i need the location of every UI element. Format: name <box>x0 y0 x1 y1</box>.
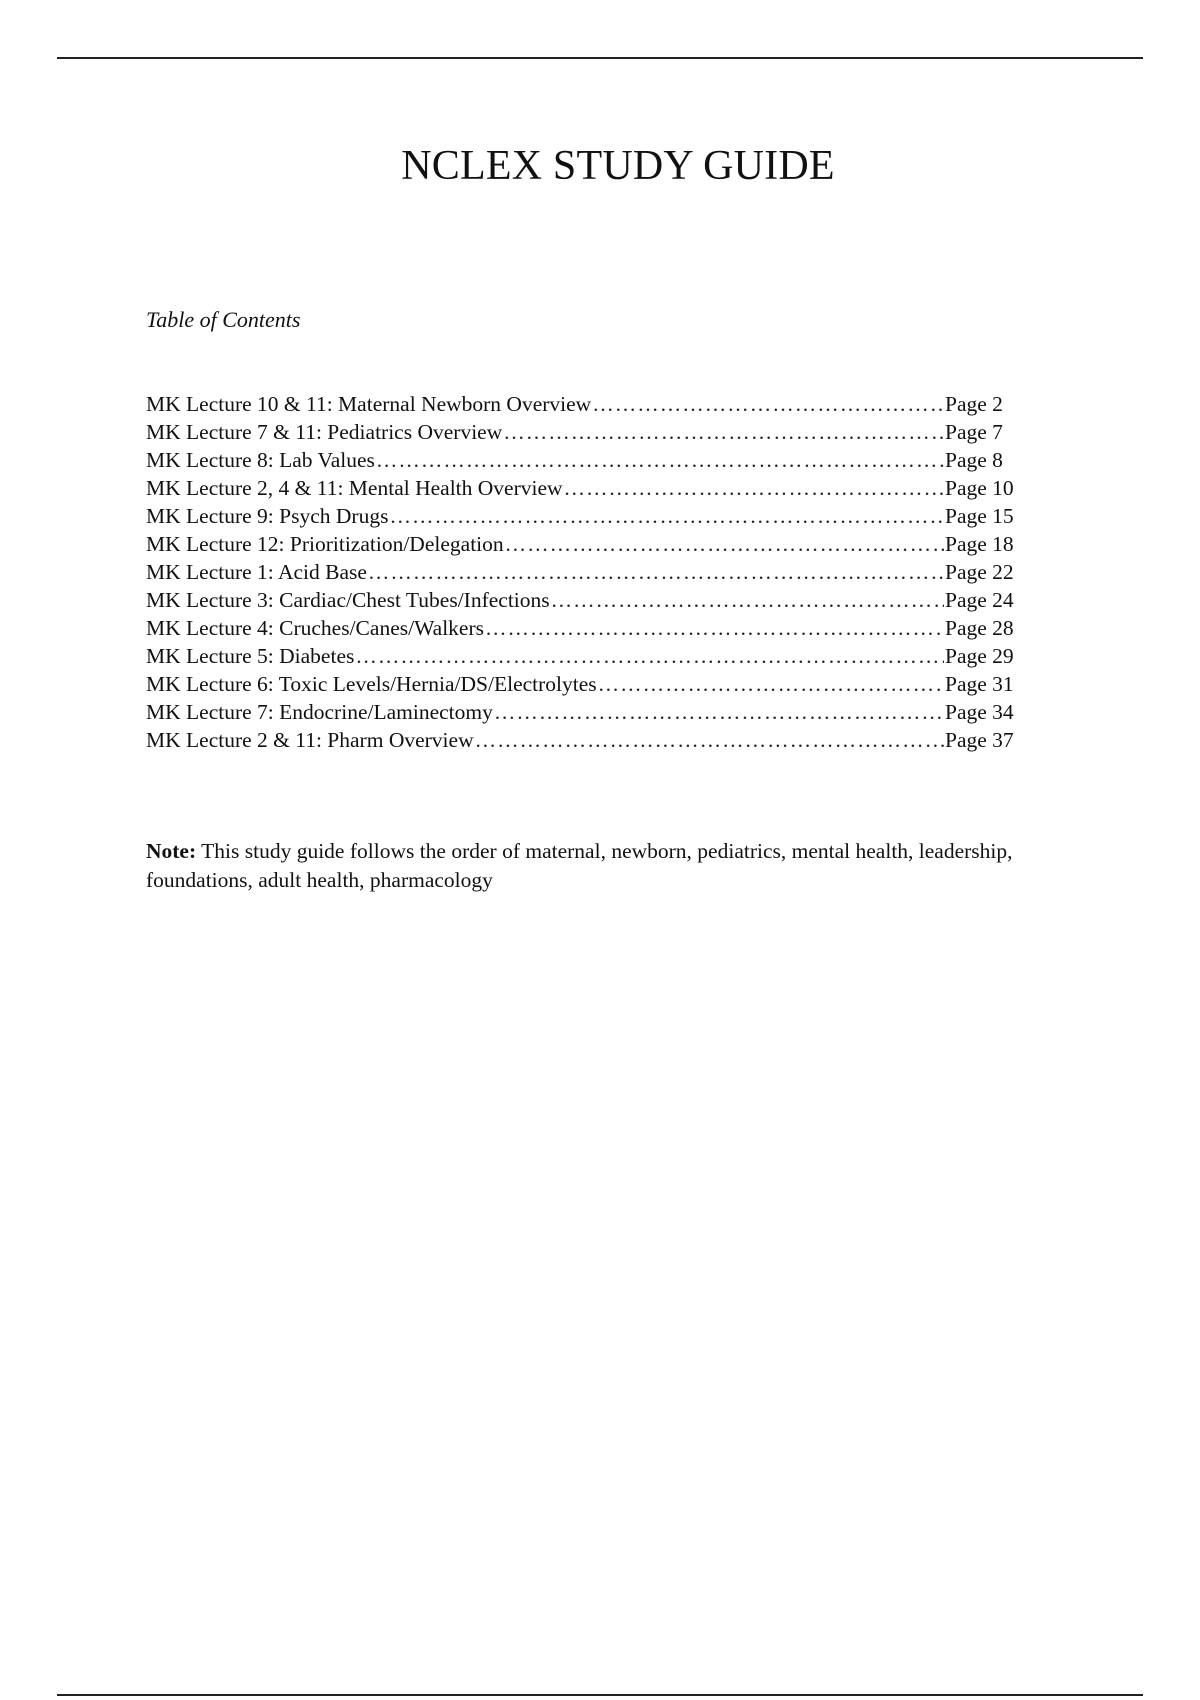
toc-entry-label: MK Lecture 6: Toxic Levels/Hernia/DS/Electrolytes <box>146 672 597 696</box>
toc-entry-page: Page 18 <box>945 532 1014 556</box>
toc-entry-page: Page 31 <box>945 672 1014 696</box>
toc-entry-page: Page 15 <box>945 504 1014 528</box>
toc-entry-label: MK Lecture 3: Cardiac/Chest Tubes/Infections <box>146 588 550 612</box>
toc-entry-page: Page 10 <box>945 476 1014 500</box>
toc-dot-leader <box>551 586 944 614</box>
toc-dot-leader <box>598 670 944 698</box>
toc-entry <box>146 390 1023 418</box>
toc-heading: Table of Contents <box>146 307 301 332</box>
toc-dot-leader <box>389 502 944 530</box>
toc-entry-label: MK Lecture 1: Acid Base <box>146 560 367 584</box>
top-rule <box>57 57 1143 59</box>
toc-entry-page: Page 8 <box>945 448 1003 472</box>
toc-entry <box>146 558 1023 586</box>
toc-entry <box>146 502 1023 530</box>
toc-entry-label: MK Lecture 4: Cruches/Canes/Walkers <box>146 616 484 640</box>
toc-entry <box>146 530 1023 558</box>
toc-dot-leader <box>564 474 944 502</box>
toc-entry <box>146 418 1023 446</box>
toc-entry-label: MK Lecture 5: Diabetes <box>146 644 355 668</box>
document-title: NCLEX STUDY GUIDE <box>401 143 835 189</box>
toc-entry-page: Page 7 <box>945 420 1003 444</box>
toc-dot-leader <box>368 558 944 586</box>
toc-entry-label: MK Lecture 10 & 11: Maternal Newborn Overview <box>146 392 592 416</box>
toc-dot-leader <box>494 698 944 726</box>
toc-entry-page: Page 28 <box>945 616 1014 640</box>
toc-entry-page: Page 29 <box>945 644 1014 668</box>
toc-entry-page: Page 24 <box>945 588 1014 612</box>
toc-dot-leader <box>355 642 944 670</box>
toc-entry <box>146 586 1023 614</box>
toc-entry <box>146 614 1023 642</box>
toc-dot-leader <box>592 390 944 418</box>
note-paragraph <box>146 837 1046 895</box>
toc-entry-label: MK Lecture 7: Endocrine/Laminectomy <box>146 700 493 724</box>
toc-entry <box>146 698 1023 726</box>
toc-dot-leader <box>475 726 944 754</box>
toc-entry-label: MK Lecture 9: Psych Drugs <box>146 504 389 528</box>
toc-entry <box>146 474 1023 502</box>
toc-entry-page: Page 22 <box>945 560 1014 584</box>
toc-dot-leader <box>503 418 944 446</box>
toc-entry-label: MK Lecture 12: Prioritization/Delegation <box>146 532 504 556</box>
toc-entry <box>146 642 1023 670</box>
toc-entry <box>146 670 1023 698</box>
note-label: Note: <box>146 839 197 863</box>
toc-entry-label: MK Lecture 7 & 11: Pediatrics Overview <box>146 420 503 444</box>
table-of-contents <box>146 390 1023 754</box>
toc-entry-label: MK Lecture 2, 4 & 11: Mental Health Overview <box>146 476 563 500</box>
toc-entry <box>146 446 1023 474</box>
toc-entry-page: Page 37 <box>945 728 1014 752</box>
toc-entry-label: MK Lecture 2 & 11: Pharm Overview <box>146 728 474 752</box>
toc-dot-leader <box>485 614 944 642</box>
toc-entry <box>146 726 1023 754</box>
note-text: This study guide follows the order of maternal, newborn, pediatrics, mental health, leadership, foundations, adult health, pharmacology <box>146 839 1013 892</box>
bottom-rule <box>57 1694 1143 1696</box>
toc-entry-page: Page 2 <box>945 392 1003 416</box>
toc-entry-label: MK Lecture 8: Lab Values <box>146 448 375 472</box>
toc-dot-leader <box>376 446 944 474</box>
toc-dot-leader <box>505 530 944 558</box>
toc-entry-page: Page 34 <box>945 700 1014 724</box>
